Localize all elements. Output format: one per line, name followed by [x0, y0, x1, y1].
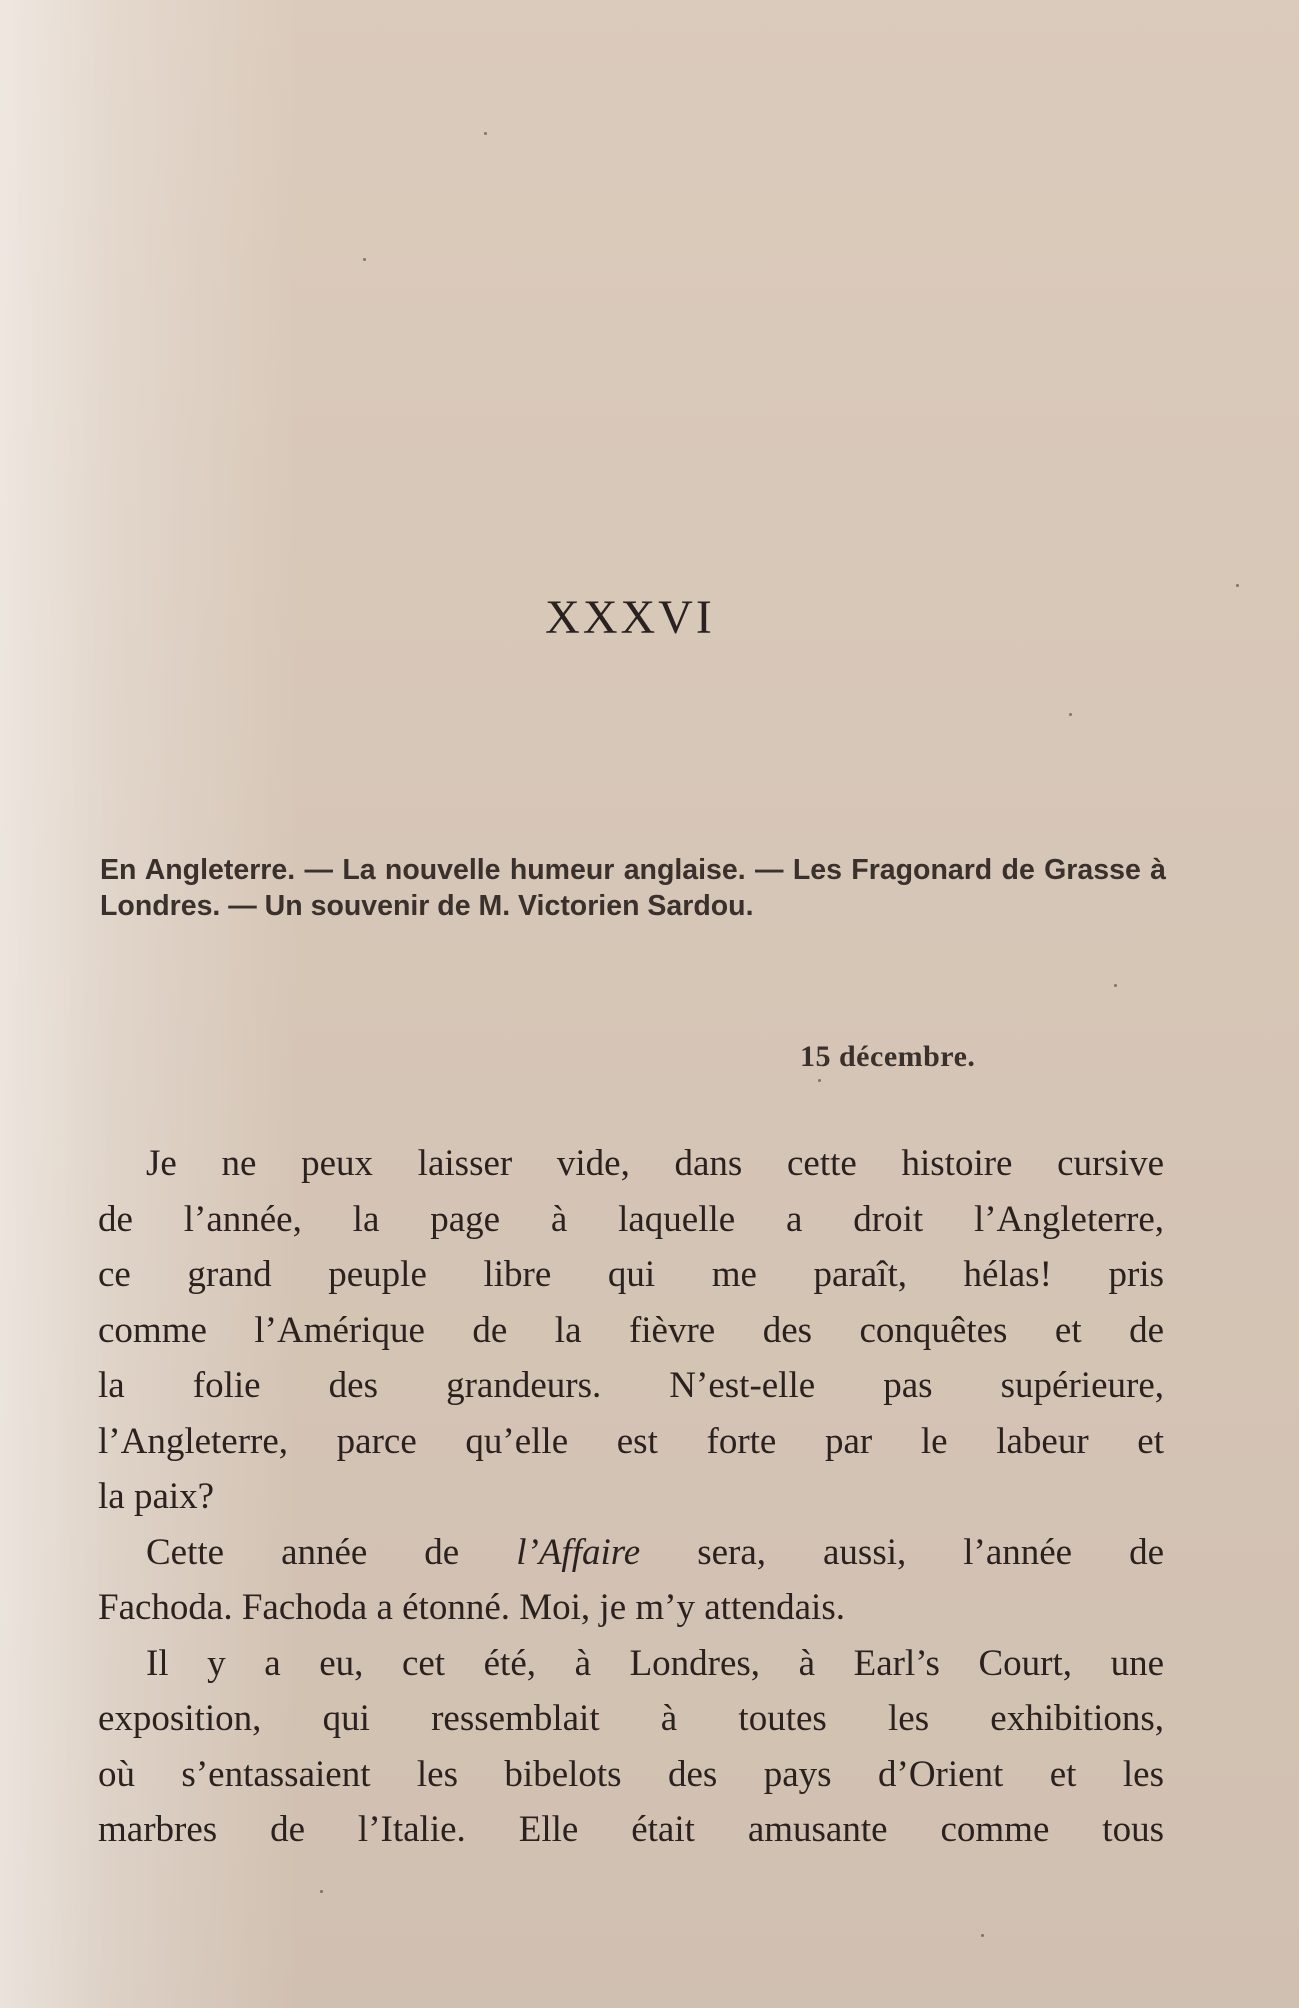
- paper-speck: [1069, 713, 1072, 716]
- chapter-summary-text: En Angleterre. — La nouvelle humeur anglaise. — Les Fragonard de Grasse à Londres. — Un souvenir de M. Victorien Sardou.: [100, 854, 1166, 922]
- text-line-with-italic: [98, 1525, 1164, 1581]
- text-line: Fachoda. Fachoda a étonné. Moi, je m’y attendais.: [98, 1587, 845, 1628]
- text-line: Je ne peux laisser vide, dans cette histoire cursive: [146, 1143, 1164, 1184]
- text-line: de l’année, la page à laquelle a droit l’Angleterre,: [98, 1198, 1164, 1240]
- text-line: la paix?: [98, 1476, 215, 1517]
- entry-date: 15 décembre.: [800, 1040, 976, 1073]
- text-line: l’Angleterre, parce qu’elle est forte par le labeur et: [98, 1420, 1164, 1462]
- paper-speck: [818, 1079, 821, 1082]
- text-fragment: Cette année de: [146, 1531, 517, 1573]
- text-fragment: sera, aussi, l’année de: [640, 1531, 1164, 1573]
- text-line: la folie des grandeurs. N’est-elle pas supérieure,: [98, 1365, 1164, 1406]
- paper-speck: [981, 1934, 984, 1937]
- paper-speck: [1114, 984, 1117, 987]
- text-line: comme l’Amérique de la fièvre des conquêtes et de: [98, 1309, 1164, 1351]
- paper-speck: [484, 132, 487, 135]
- body-text: [98, 1136, 1164, 1858]
- text-line: ce grand peuple libre qui me paraît, hélas! pris: [98, 1254, 1164, 1295]
- chapter-summary: [100, 852, 1166, 924]
- chapter-number: XXXVI: [545, 591, 715, 644]
- text-line: exposition, qui ressemblait à toutes les exhibitions,: [98, 1698, 1164, 1739]
- text-line: Il y a eu, cet été, à Londres, à Earl’s Court, une: [146, 1642, 1164, 1684]
- paper-speck: [1236, 584, 1239, 587]
- paper-speck: [320, 1890, 323, 1893]
- text-line: marbres de l’Italie. Elle était amusante comme tous: [98, 1809, 1164, 1850]
- paper-speck: [363, 258, 366, 261]
- text-line: où s’entassaient les bibelots des pays d’Orient et les: [98, 1753, 1164, 1795]
- italic-title: l’Affaire: [516, 1531, 641, 1573]
